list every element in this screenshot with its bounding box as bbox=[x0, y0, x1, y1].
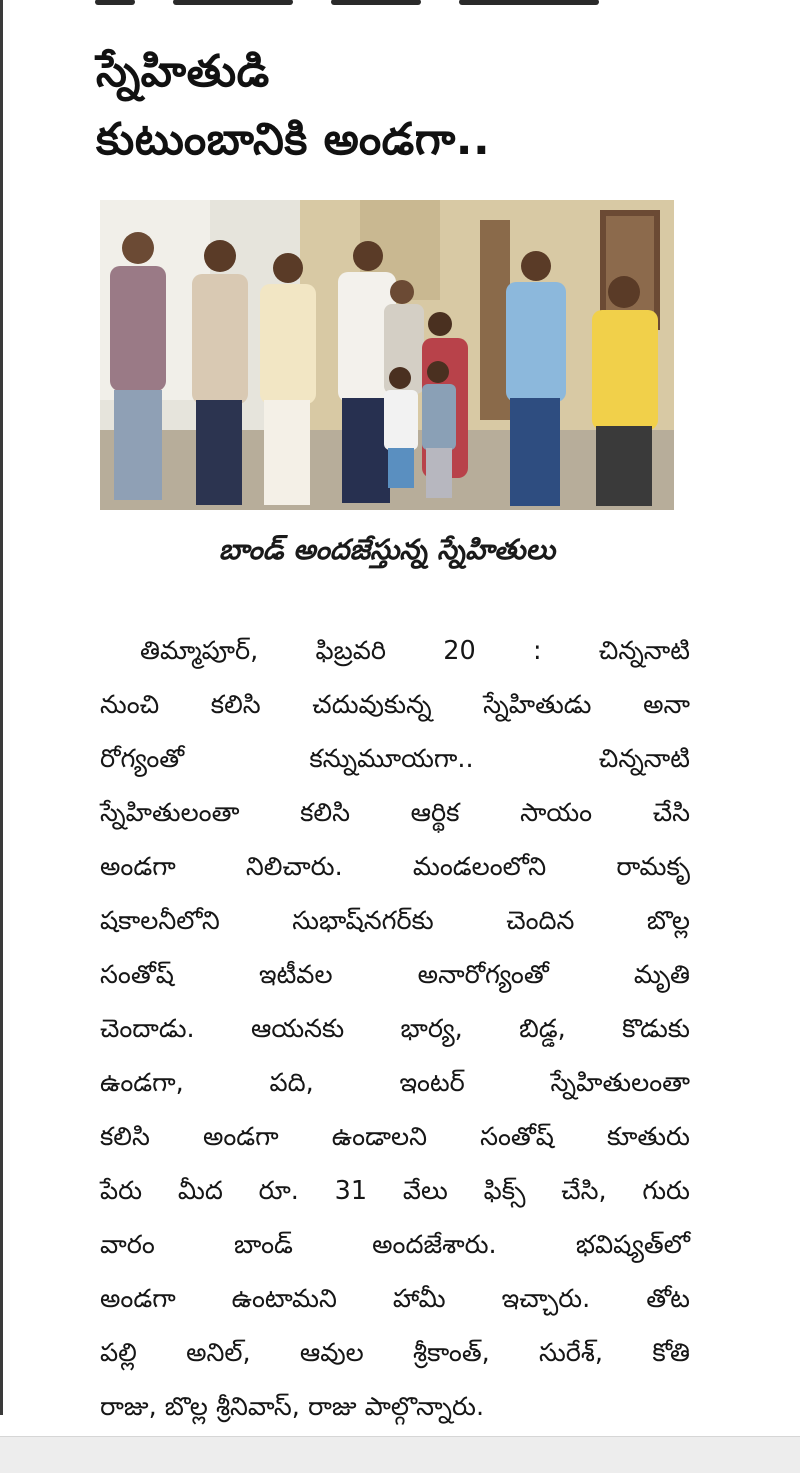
body-line: స్నేహితులంతా కలిసి ఆర్థిక సాయం చేసి bbox=[100, 798, 690, 828]
body-line: ఉండగా, పది, ఇంటర్ స్నేహితులంతా bbox=[100, 1068, 690, 1098]
body-line: చెందాడు. ఆయనకు భార్య, బిడ్డ, కొడుకు bbox=[100, 1014, 690, 1044]
body-line: షకాలనీలోని సుభాష్‌నగర్‌కు చెందిన బొల్ల bbox=[100, 906, 690, 936]
column-rule bbox=[0, 0, 3, 1415]
article-body bbox=[100, 624, 690, 1434]
body-line: రాజు, బొల్ల శ్రీనివాస్, రాజు పాల్గొన్నారు. bbox=[100, 1392, 485, 1422]
body-line: రోగ్యంతో కన్నుమూయగా.. చిన్ననాటి bbox=[100, 744, 690, 774]
headline bbox=[96, 38, 696, 174]
body-line: పల్లి అనిల్, ఆవుల శ్రీకాంత్, సురేశ్, కోతి bbox=[100, 1338, 690, 1368]
headline-line-2: కుటుంబానికి అండగా.. bbox=[96, 114, 491, 165]
cropped-previous-text bbox=[95, 0, 655, 10]
headline-line-1: స్నేహితుడి bbox=[96, 46, 270, 97]
body-line: అండగా నిలిచారు. మండలంలోని రామకృ bbox=[100, 852, 690, 882]
photo-caption: బాండ్ అందజేస్తున్న స్నేహితులు bbox=[218, 533, 556, 566]
body-line: వారం బాండ్ అందజేశారు. భవిష్యత్‌లో bbox=[100, 1230, 690, 1260]
news-photo bbox=[100, 200, 674, 510]
body-line: అండగా ఉంటామని హామీ ఇచ్చారు. తోట bbox=[100, 1284, 690, 1314]
body-line: నుంచి కలిసి చదువుకున్న స్నేహితుడు అనా bbox=[100, 690, 690, 720]
body-line: కలిసి అండగా ఉండాలని సంతోష్ కూతురు bbox=[100, 1122, 690, 1152]
bottom-margin bbox=[0, 1436, 800, 1473]
body-line: సంతోష్ ఇటీవల అనారోగ్యంతో మృతి bbox=[100, 960, 690, 990]
body-line: పేరు మీద రూ. 31 వేలు ఫిక్స్ చేసి, గురు bbox=[100, 1176, 690, 1206]
body-line: తిమ్మాపూర్, ఫిబ్రవరి 20 : చిన్ననాటి bbox=[140, 636, 690, 666]
